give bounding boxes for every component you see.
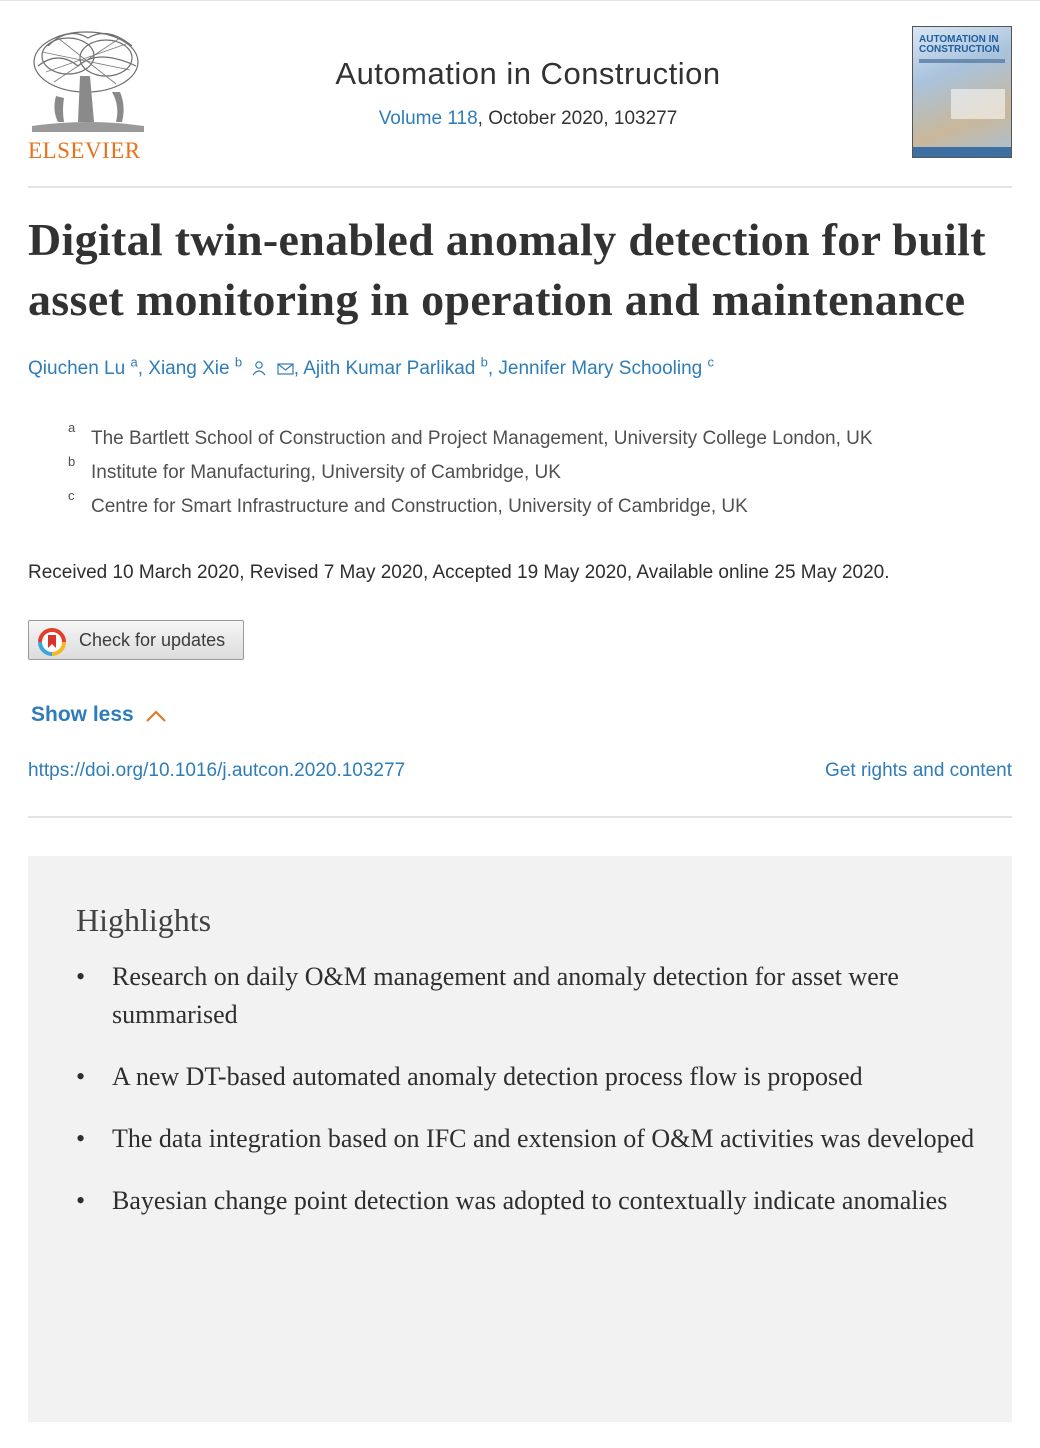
affiliation-mark: c [68, 488, 75, 503]
author-list [28, 354, 1012, 380]
email-icon[interactable] [277, 362, 294, 376]
cover-footer-bar [913, 147, 1011, 157]
cover-subtitle-bar [919, 59, 1005, 63]
affiliation-text: Institute for Manufacturing, University of Cambridge, UK [91, 462, 561, 483]
highlight-item [76, 1120, 976, 1158]
highlights-title: Highlights [76, 902, 212, 938]
highlight-text: A new DT-based automated anomaly detection process flow is proposed [112, 1062, 863, 1091]
affiliation-list [68, 420, 1012, 526]
article-header [28, 20, 1012, 163]
bullet: • [76, 962, 86, 991]
highlights-list [76, 958, 976, 1244]
volume-link[interactable]: Volume 118 [378, 108, 478, 129]
chevron-up-icon[interactable] [145, 709, 167, 723]
check-for-updates-label: Check for updates [79, 630, 226, 650]
affiliation-text: The Bartlett School of Construction and Project Management, University College London, UK [91, 428, 873, 449]
author-separator: , [487, 358, 494, 379]
article-title: Digital twin-enabled anomaly detection for built asset monitoring in operation and maintenance [28, 214, 986, 325]
tree-icon [28, 26, 148, 134]
highlight-text: Research on daily O&M management and anomaly detection for asset were summarised [112, 962, 899, 1029]
journal-title[interactable]: Automation in Construction [335, 56, 721, 91]
header-divider [28, 186, 1012, 188]
bullet: • [76, 1062, 86, 1091]
highlights-section [28, 856, 1012, 1422]
volume-info [178, 108, 878, 130]
bullet: • [76, 1186, 86, 1215]
rights-link[interactable]: Get rights and content [825, 760, 1012, 781]
person-icon[interactable] [251, 360, 267, 376]
content-divider [28, 816, 1012, 818]
author-link[interactable]: Jennifer Mary Schooling $^c$ [498, 354, 715, 379]
issue-details: , October 2020, 103277 [477, 108, 678, 129]
highlight-item [76, 1182, 976, 1220]
author-link[interactable]: Ajith Kumar Parlikad $^b$ [303, 354, 488, 379]
highlight-item [76, 958, 976, 1034]
bullet: • [76, 1124, 86, 1153]
doi-link[interactable]: https://doi.org/10.1016/j.autcon.2020.103277 [28, 760, 406, 781]
check-for-updates-button[interactable] [28, 620, 244, 660]
author-separator: , [293, 358, 299, 379]
affiliation [68, 488, 1012, 526]
affiliation [68, 420, 1012, 458]
publisher-name: ELSEVIER [28, 138, 141, 163]
top-border [0, 0, 1040, 1]
affiliation-text: Centre for Smart Infrastructure and Construction, University of Cambridge, UK [91, 496, 748, 517]
author-link[interactable]: Qiuchen Lu $^a$ [28, 354, 138, 379]
article-dates: Received 10 March 2020, Revised 7 May 2020, Accepted 19 May 2020, Available online 25 May 2020. [28, 562, 890, 583]
crossmark-icon [37, 627, 67, 657]
highlight-item [76, 1058, 976, 1096]
elsevier-logo[interactable] [28, 26, 148, 162]
author-separator: , [137, 358, 143, 379]
cover-title: AUTOMATION IN CONSTRUCTION [919, 34, 1000, 55]
cover-image-block [951, 89, 1005, 119]
highlight-text: The data integration based on IFC and extension of O&M activities was developed [112, 1124, 975, 1153]
affiliation-mark: a [68, 420, 76, 435]
journal-cover[interactable] [912, 26, 1012, 158]
highlight-text: Bayesian change point detection was adopted to contextually indicate anomalies [112, 1186, 948, 1215]
affiliation [68, 454, 1012, 492]
author-link[interactable]: Xiang Xie $^b$ [148, 354, 243, 379]
affiliation-mark: b [68, 454, 76, 469]
show-less-toggle[interactable]: Show less [31, 703, 134, 726]
